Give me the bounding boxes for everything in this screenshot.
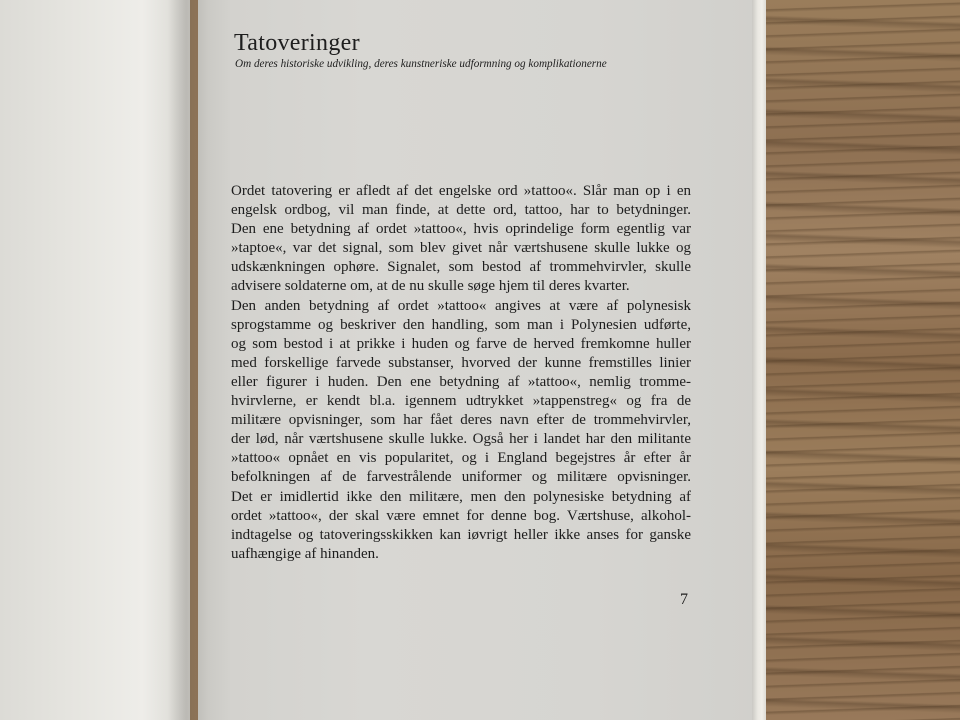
- text-line: med forskellige farvede substanser, hvorved der kunne fremstilles linier: [231, 354, 691, 371]
- chapter-title: Tatoveringer: [234, 30, 360, 57]
- text-line: og som bestod i at prikke i huden og farve de herved fremkomne huller: [231, 335, 691, 352]
- text-line: eller figurer i huden. Den ene betydning af »tattoo«, nemlig tromme-: [231, 373, 691, 390]
- text-line: hvirvlerne, er kendt bl.a. igennem udtrykket »tappenstreg« og fra de: [231, 393, 691, 410]
- page-stack-edge: [752, 0, 766, 720]
- text-line: advisere soldaterne om, at de nu skulle søge hjem til deres kvarter.: [231, 278, 630, 295]
- text-line: befolkningen af de farvestrålende uniformer og militære opvisninger.: [231, 469, 691, 486]
- text-line: Ordet tatovering er afledt af det engelske ord »tattoo«. Slår man op i en: [231, 183, 691, 199]
- text-line: engelsk ordbog, vil man finde, at dette ord, tattoo, har to betydninger.: [231, 202, 691, 219]
- text-line: der lød, når værtshusene skulle lukke. Også her i landet har den militante: [231, 431, 691, 448]
- wooden-table-background: [760, 0, 960, 720]
- text-line: Den anden betydning af ordet »tattoo« angives at være af polynesisk: [231, 297, 691, 314]
- chapter-subtitle: Om deres historiske udvikling, deres kunstneriske udformning og komplikationerne: [235, 58, 607, 70]
- text-line: udskænkningen ophøre. Signalet, som bestod af trommehvirvler, skulle: [231, 259, 691, 276]
- book-gutter-shadow: [168, 0, 208, 720]
- text-line: Det er imidlertid ikke den militære, men den polynesiske betydning af: [231, 488, 691, 505]
- text-line: ordet »tattoo«, der skal være emnet for denne bog. Værtshuse, alkohol-: [231, 507, 691, 524]
- body-paragraphs: [231, 182, 691, 564]
- text-line: uafhængige af hinanden.: [231, 545, 379, 562]
- text-line: Den ene betydning af ordet »tattoo«, hvis oprindelige form egentlig var: [231, 221, 691, 238]
- text-line: militære opvisninger, som har fået deres navn efter de trommehvirvler,: [231, 412, 691, 429]
- text-line: »taptoe«, var det signal, som blev givet når værtshusene skulle lukke og: [231, 240, 691, 257]
- text-line: »tattoo« opnået en vis popularitet, og i England begejstres år efter år: [231, 450, 691, 467]
- text-line: sprogstamme og beskriver den handling, som man i Polynesien udførte,: [231, 316, 691, 333]
- left-page-blank: [0, 0, 190, 720]
- page-number: 7: [680, 591, 688, 608]
- text-line: indtagelse og tatoveringsskikken kan iøvrigt heller ikke anses for ganske: [231, 526, 691, 543]
